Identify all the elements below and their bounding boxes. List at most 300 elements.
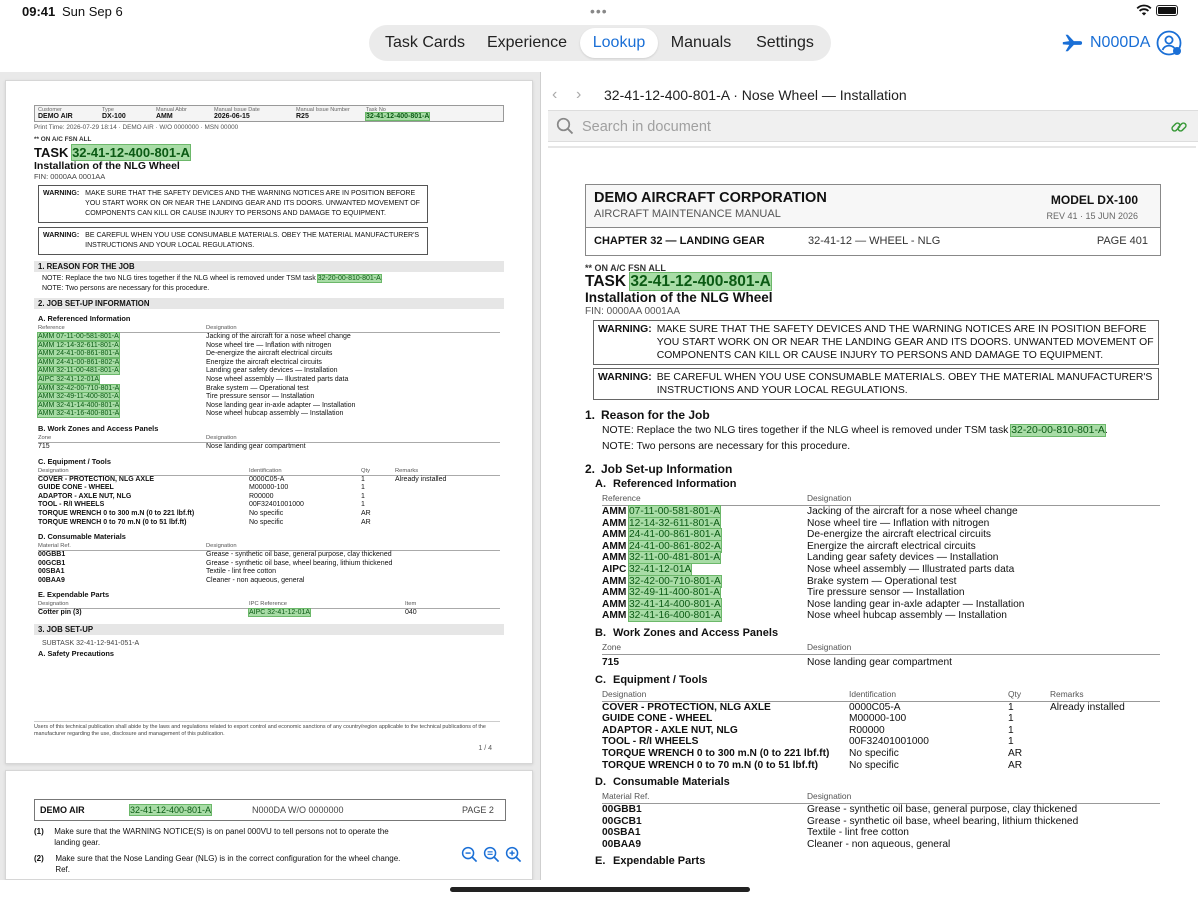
- table-row: [38, 410, 500, 419]
- subsection-heading: [595, 674, 1159, 686]
- subsection-title: Referenced Information: [613, 478, 737, 490]
- equipment-name: ADAPTOR - AXLE NUT, NLG: [602, 724, 738, 736]
- material-ref: 00GBB1: [38, 551, 66, 559]
- reference-prefix: AMM: [602, 598, 627, 610]
- subsection-title: Expendable Parts: [613, 855, 706, 868]
- table-row: [602, 587, 1160, 599]
- table-row: [602, 839, 1160, 851]
- tsm-task-link[interactable]: 32-20-00-810-801-A: [317, 275, 381, 282]
- on-ac-line: ** ON A/C FSN ALL: [585, 263, 666, 273]
- column-header: Designation: [206, 543, 237, 550]
- table-row: [38, 551, 500, 560]
- reference-link[interactable]: 07-11-00-581-801-A: [629, 506, 720, 517]
- equipment-qty: 1: [1008, 724, 1014, 736]
- designation-cell: Tire pressure sensor — Installation: [206, 393, 315, 401]
- table-row: [602, 816, 1160, 828]
- subsection-title: Consumable Materials: [613, 776, 730, 789]
- table-row: [602, 702, 1160, 714]
- note-text: NOTE: Replace the two NLG tires together if the NLG wheel is removed under TSM task: [42, 275, 318, 282]
- page-2-header: [34, 799, 506, 821]
- table-row: [602, 506, 1160, 518]
- work-zones-table: [602, 639, 1160, 669]
- wifi-icon: [1136, 3, 1152, 17]
- equipment-qty: 1: [1008, 736, 1014, 748]
- status-time: 09:41: [22, 4, 56, 19]
- step-text: Make sure that the WARNING NOTICE(S) is on panel 000VU to tell persons not to operate the landing gear.: [54, 827, 389, 847]
- tab-experience[interactable]: Experience: [486, 34, 568, 51]
- equipment-remarks: [395, 484, 500, 493]
- column-header: Material Ref.: [38, 543, 71, 550]
- chapter-label: CHAPTER 32 — LANDING GEAR: [594, 235, 765, 247]
- table-row: [602, 725, 1160, 737]
- warning-box: [38, 185, 428, 223]
- warning-text: BE CAREFUL WHEN YOU USE CONSUMABLE MATERIALS. OBEY THE MATERIAL MANUFACTURER'S INSTRUCTIONS AND YOUR LOCAL REGULATIONS.: [656, 372, 1153, 396]
- reference-prefix: AMM: [602, 517, 627, 529]
- column-header: Zone: [38, 434, 52, 441]
- table-row: [602, 748, 1160, 760]
- search-input[interactable]: [582, 115, 1142, 139]
- table-header: [38, 468, 500, 476]
- column-header: Identification: [849, 688, 897, 699]
- equipment-qty: AR: [1008, 759, 1023, 771]
- equipment-remarks: [1050, 748, 1160, 760]
- battery-icon: [1156, 5, 1178, 16]
- column-header: Designation: [206, 434, 237, 441]
- procedure-step: [34, 853, 406, 875]
- reference-link[interactable]: AMM 32-42-00-710-801-A: [38, 384, 120, 392]
- designation-cell: Cleaner - non aqueous, general: [807, 838, 951, 850]
- step-text: Make sure that the Nose Landing Gear (NLG) is in the correct configuration for the wheel change. Ref.: [55, 854, 401, 874]
- warning-text: MAKE SURE THAT THE SAFETY DEVICES AND THE WARNING NOTICES ARE IN POSITION BEFORE YOU START WORK ON OR NEAR THE LANDING GEAR AND ITS DOORS. UNWANTED MOVEMENT OF COMPONENTS CAN KILL OR CAUSE INJURY TO PERSONS AND DAMAGE TO EQUIPMENT.: [656, 324, 1154, 361]
- equipment-id: M00000-100: [249, 484, 289, 492]
- zoom-fit-icon[interactable]: [483, 846, 500, 863]
- subsection-heading: C. Equipment / Tools: [38, 456, 111, 466]
- designation-cell: Textile - lint free cotton: [206, 568, 277, 576]
- table-header: [602, 639, 1160, 655]
- table-row: [38, 476, 500, 485]
- warning-text: MAKE SURE THAT THE SAFETY DEVICES AND THE WARNING NOTICES ARE IN POSITION BEFORE YOU START WORK ON OR NEAR THE LANDING GEAR AND ITS DOORS. UNWANTED MOVEMENT OF COMPONENTS CAN KILL OR CAUSE INJURY TO PERSONS AND DAMAGE TO EQUIPMENT.: [85, 190, 420, 217]
- designation-cell: De-energize the aircraft electrical circuits: [807, 529, 992, 541]
- equipment-qty: AR: [361, 509, 371, 517]
- equipment-name: TOOL - R/I WHEELS: [602, 736, 699, 748]
- equipment-remarks: [1050, 760, 1160, 772]
- note-line: NOTE: Two persons are necessary for this procedure.: [42, 285, 210, 292]
- column-header: Designation: [38, 467, 69, 474]
- table-header: [38, 435, 500, 443]
- material-ref: 00BAA9: [38, 576, 65, 584]
- table-row: [602, 736, 1160, 748]
- subtask-line: SUBTASK 32-41-12-941-051-A: [42, 640, 140, 648]
- table-row: [602, 599, 1160, 611]
- fin-line: FIN: 0000AA 0001AA: [34, 172, 106, 181]
- designation-cell: Grease - synthetic oil base, wheel bearing, lithium thickened: [807, 815, 1079, 827]
- column-header: Material Ref.: [602, 791, 650, 802]
- equipment-id: R00000: [849, 724, 885, 736]
- designation-cell: Nose wheel hubcap assembly — Installation: [206, 410, 344, 418]
- task-card-header-table: [34, 105, 504, 122]
- tab-task-cards[interactable]: Task Cards: [384, 34, 466, 51]
- header-label: Manual Issue Number: [296, 107, 350, 113]
- reference-prefix: AMM: [602, 610, 627, 622]
- column-header: Designation: [807, 791, 852, 802]
- consumables-table: [602, 788, 1160, 850]
- subsection-heading: A. Safety Precautions: [38, 649, 114, 659]
- table-row: [602, 529, 1160, 541]
- amm-document-page: [548, 148, 1196, 880]
- reference-link[interactable]: AMM 32-41-16-400-801-A: [38, 410, 120, 418]
- table-row: [38, 609, 500, 618]
- equipment-table: [602, 686, 1160, 772]
- aircraft-tail-number: N000DA: [1090, 34, 1151, 51]
- reference-link[interactable]: AMM 32-11-00-481-801-A: [38, 367, 119, 375]
- table-row: [38, 350, 500, 359]
- header-customer: DEMO AIR: [38, 113, 73, 120]
- task-number-link[interactable]: 32-41-12-400-801-A: [630, 273, 771, 290]
- warning-box: [593, 368, 1159, 400]
- material-ref: 00GBB1: [602, 804, 642, 816]
- equipment-remarks: [395, 519, 500, 528]
- tab-settings[interactable]: Settings: [756, 34, 814, 51]
- table-row: [602, 564, 1160, 576]
- reference-link[interactable]: AMM 07-11-00-581-801-A: [38, 333, 119, 340]
- equipment-id: 00F32401001000: [249, 501, 304, 509]
- table-row: [602, 804, 1160, 816]
- reference-prefix: AMM: [602, 540, 627, 552]
- reference-link[interactable]: 32-42-00-710-801-A: [629, 575, 721, 587]
- reference-prefix: AMM: [602, 506, 627, 517]
- equipment-id: 0000C05-A: [249, 475, 285, 483]
- reference-link[interactable]: AMM 24-41-00-861-801-A: [38, 350, 120, 358]
- designation-cell: Brake system — Operational test: [807, 575, 957, 587]
- header-task-number-link[interactable]: 32-41-12-400-801-A: [366, 113, 430, 120]
- home-indicator[interactable]: [450, 887, 750, 892]
- equipment-remarks: [1050, 736, 1160, 748]
- subsection-heading: [595, 776, 1159, 788]
- reference-link[interactable]: AMM 12-14-32-611-801-A: [38, 341, 119, 349]
- section-heading: 1. REASON FOR THE JOB: [34, 261, 504, 272]
- designation-cell: Nose landing gear compartment: [807, 656, 952, 668]
- material-ref: 00SBA1: [38, 568, 65, 576]
- page-2-task-link[interactable]: 32-41-12-400-801-A: [130, 805, 212, 815]
- equipment-id: No specific: [249, 518, 284, 526]
- designation-cell: Grease - synthetic oil base, general purpose, clay thickened: [206, 551, 392, 559]
- reference-link[interactable]: AMM 24-41-00-861-802-A: [38, 358, 120, 366]
- document-search-bar: [548, 110, 1198, 142]
- aircraft-model: MODEL DX-100: [1050, 193, 1138, 207]
- equipment-id: 0000C05-A: [849, 701, 901, 713]
- table-row: [38, 501, 500, 510]
- equipment-qty: 1: [361, 484, 365, 492]
- designation-cell: Grease - synthetic oil base, general purpose, clay thickened: [807, 804, 1078, 816]
- column-header: Qty: [361, 467, 371, 474]
- section-title: Job Set-up Information: [601, 462, 733, 476]
- subsection-letter: C.: [595, 673, 606, 686]
- designation-cell: Nose wheel tire — Inflation with nitrogen: [206, 341, 332, 349]
- table-row: [602, 518, 1160, 530]
- item-number: 040: [405, 609, 417, 617]
- equipment-qty: 1: [361, 501, 365, 509]
- table-row: [602, 760, 1160, 772]
- equipment-id: No specific: [849, 747, 899, 759]
- pane-divider[interactable]: [540, 72, 541, 880]
- designation-cell: De-energize the aircraft electrical circuits: [206, 350, 333, 358]
- status-bar: [0, 0, 1200, 22]
- column-header: Designation: [602, 688, 647, 699]
- amm-page-header: [585, 184, 1161, 256]
- revision-label: REV 41 · 15 JUN 2026: [1046, 211, 1138, 221]
- print-line: Print Time: 2026-07-29 18:14 · DEMO AIR · W/O 0000000 · MSN 00000: [34, 124, 239, 131]
- table-row: [38, 443, 500, 452]
- on-ac-line: ** ON A/C FSN ALL: [34, 136, 92, 143]
- table-row: [38, 376, 500, 385]
- warning-label: WARNING:: [598, 324, 652, 335]
- referenced-info-table: [602, 490, 1160, 622]
- table-row: [38, 342, 500, 351]
- designation-cell: Nose landing gear in-axle adapter — Installation: [206, 401, 356, 409]
- warning-box: [593, 320, 1159, 365]
- table-row: [38, 367, 500, 376]
- column-header: IPC Reference: [249, 601, 288, 608]
- header-label: Manual Abbr: [156, 107, 187, 113]
- table-header: [602, 490, 1160, 506]
- table-row: [602, 610, 1160, 622]
- designation-cell: Jacking of the aircraft for a nose wheel change: [206, 333, 351, 340]
- subsection-title: Work Zones and Access Panels: [613, 626, 779, 639]
- tab-lookup[interactable]: Lookup: [580, 28, 658, 58]
- designation-cell: Textile - lint free cotton: [807, 827, 909, 839]
- multitask-dots-icon[interactable]: •••: [590, 3, 608, 19]
- warning-label: WARNING:: [43, 190, 80, 197]
- table-row: [38, 577, 500, 586]
- column-header: Designation: [38, 601, 69, 608]
- column-header: Remarks: [1050, 688, 1084, 699]
- table-row: [602, 713, 1160, 725]
- subsection-heading: E. Expendable Parts: [38, 590, 110, 600]
- task-card-preview-pane[interactable]: [0, 72, 540, 880]
- zone-cell: 715: [602, 656, 619, 668]
- link-icon[interactable]: [1170, 118, 1188, 136]
- column-header: Reference: [602, 493, 641, 503]
- chevron-right-icon[interactable]: ›: [576, 86, 582, 103]
- reference-link[interactable]: 24-41-00-861-802-A: [629, 540, 721, 552]
- equipment-qty: 1: [361, 475, 365, 483]
- designation-cell: Nose landing gear compartment: [206, 442, 306, 450]
- section-number: 2.: [585, 462, 596, 476]
- equipment-remarks: [395, 493, 500, 502]
- manual-name: AIRCRAFT MAINTENANCE MANUAL: [594, 208, 781, 220]
- header-issue-number: R25: [296, 113, 309, 120]
- section-heading: [585, 462, 1159, 476]
- section-heading: 2. JOB SET-UP INFORMATION: [34, 298, 504, 309]
- material-ref: 00BAA9: [602, 838, 642, 850]
- table-row: [38, 385, 500, 394]
- table-row: [38, 484, 500, 493]
- status-date: Sun Sep 6: [62, 4, 123, 19]
- expendable-table: [38, 601, 500, 618]
- designation-cell: Jacking of the aircraft for a nose wheel change: [807, 506, 1018, 517]
- reference-link[interactable]: AMM 32-49-11-400-801-A: [38, 393, 119, 401]
- equipment-qty: 1: [1008, 701, 1014, 713]
- document-nav-bar: [552, 84, 907, 106]
- zoom-controls: [458, 842, 524, 866]
- task-prefix: TASK: [34, 145, 69, 160]
- table-row: [602, 541, 1160, 553]
- header-label: Type: [102, 107, 114, 113]
- note-text: NOTE: Replace the two NLG tires together if the NLG wheel is removed under TSM task: [602, 425, 1012, 436]
- equipment-name: TORQUE WRENCH 0 to 300 m.N (0 to 221 lbf.ft): [38, 509, 195, 517]
- aircraft-selector[interactable]: [1060, 30, 1150, 56]
- corporation-name: DEMO AIRCRAFT CORPORATION: [594, 190, 827, 206]
- header-label: Task No: [366, 107, 386, 113]
- equipment-id: No specific: [249, 509, 284, 517]
- document-viewer-pane[interactable]: [548, 146, 1196, 880]
- task-number-heading: [585, 273, 1159, 290]
- table-row: [602, 552, 1160, 564]
- page-number: 1 / 4: [478, 745, 492, 752]
- warning-label: WARNING:: [598, 372, 652, 383]
- table-header: [602, 686, 1160, 702]
- ipc-reference-link[interactable]: AIPC 32-41-12-01A: [249, 609, 311, 617]
- reference-link[interactable]: 32-41-12-01A: [629, 563, 692, 575]
- document-title: 32-41-12-400-801-A · Nose Wheel — Installation: [604, 87, 907, 103]
- fin-line: FIN: 0000AA 0001AA: [585, 306, 681, 317]
- task-number-link[interactable]: 32-41-12-400-801-A: [72, 145, 190, 160]
- referenced-info-table: [38, 325, 500, 419]
- reference-link[interactable]: AIPC 32-41-12-01A: [38, 375, 100, 383]
- designation-cell: Landing gear safety devices — Installation: [807, 552, 999, 564]
- header-label: Customer: [38, 107, 62, 113]
- tab-manuals[interactable]: Manuals: [670, 34, 732, 51]
- table-row: [38, 333, 500, 342]
- table-row: [38, 510, 500, 519]
- designation-cell: Nose wheel assembly — Illustrated parts data: [206, 375, 349, 383]
- equipment-remarks: [1050, 713, 1160, 725]
- section-number: 1.: [585, 408, 596, 422]
- equipment-remarks: [395, 501, 500, 510]
- work-zones-table: [38, 435, 500, 452]
- warning-label: WARNING:: [43, 232, 80, 239]
- equipment-name: TORQUE WRENCH 0 to 70 m.N (0 to 51 lbf.ft): [38, 518, 187, 526]
- reference-link[interactable]: 32-49-11-400-801-A: [629, 587, 720, 599]
- section-heading: 3. JOB SET-UP: [34, 624, 504, 635]
- reference-link[interactable]: 24-41-00-861-801-A: [629, 529, 721, 541]
- equipment-name: ADAPTOR - AXLE NUT, NLG: [38, 492, 132, 500]
- equipment-remarks: Already installed: [1050, 701, 1125, 713]
- equipment-name: TORQUE WRENCH 0 to 300 m.N (0 to 221 lbf.ft): [602, 747, 830, 759]
- subsection-heading: [595, 478, 1159, 490]
- material-ref: 00SBA1: [602, 827, 641, 839]
- designation-cell: Tire pressure sensor — Installation: [807, 587, 965, 599]
- table-row: [38, 568, 500, 577]
- legal-notice: Users of this technical publication shall abide by the laws and regulations related to export control and economic sanctions of any country/region applicable to the technical publications of the manufacturer regarding the use, disclosure and management of this publication.: [34, 721, 500, 738]
- table-row: [38, 493, 500, 502]
- tsm-task-link[interactable]: 32-20-00-810-801-A: [1011, 425, 1105, 436]
- page-2-page-label: PAGE 2: [462, 805, 494, 815]
- page-label: PAGE 401: [1096, 235, 1148, 247]
- column-header: Zone: [602, 641, 622, 652]
- task-title: Installation of the NLG Wheel: [34, 160, 180, 172]
- task-title: Installation of the NLG Wheel: [585, 290, 773, 305]
- equipment-qty: 1: [361, 492, 365, 500]
- subsection-letter: D.: [595, 776, 606, 789]
- section-label: 32-41-12 — WHEEL - NLG: [808, 235, 941, 247]
- designation-cell: Nose wheel hubcap assembly — Installation: [807, 610, 1007, 622]
- table-header: [602, 788, 1160, 804]
- reference-link[interactable]: 32-41-14-400-801-A: [629, 598, 721, 610]
- equipment-id: No specific: [849, 759, 899, 771]
- warning-box: [38, 227, 428, 255]
- user-switch-icon[interactable]: [1156, 30, 1182, 56]
- equipment-remarks: [1050, 725, 1160, 737]
- reference-prefix: AIPC: [602, 563, 627, 575]
- equipment-qty: AR: [361, 518, 371, 526]
- task-prefix: TASK: [585, 273, 627, 290]
- header-label: Manual Issue Date: [214, 107, 260, 113]
- zone-cell: 715: [38, 442, 50, 450]
- header-manual-abbr: AMM: [156, 113, 173, 120]
- table-row: [38, 519, 500, 528]
- subsection-heading: D. Consumable Materials: [38, 532, 126, 542]
- task-number-heading: [34, 145, 504, 160]
- subsection-letter: B.: [595, 626, 606, 639]
- equipment-id: R00000: [249, 492, 274, 500]
- subsection-letter: A.: [595, 478, 606, 490]
- reference-prefix: AMM: [602, 552, 627, 564]
- designation-cell: Grease - synthetic oil base, wheel bearing, lithium thickened: [206, 559, 393, 567]
- note-line: [602, 423, 1159, 438]
- column-header: Qty: [1008, 688, 1022, 699]
- reference-link[interactable]: 12-14-32-611-801-A: [629, 517, 720, 529]
- zoom-in-icon[interactable]: [505, 846, 522, 863]
- designation-cell: Brake system — Operational test: [206, 384, 309, 392]
- zoom-out-icon[interactable]: [461, 846, 478, 863]
- page-2-customer: DEMO AIR: [40, 805, 85, 815]
- equipment-name: TOOL - R/I WHEELS: [38, 501, 105, 509]
- step-number: (2): [34, 854, 44, 863]
- designation-cell: Nose landing gear in-axle adapter — Installation: [807, 598, 1025, 610]
- subsection-letter: E.: [595, 855, 606, 868]
- column-header: Designation: [807, 641, 852, 652]
- table-row: [602, 657, 1160, 669]
- reference-link[interactable]: 32-41-16-400-801-A: [629, 610, 721, 622]
- equipment-name: GUIDE CONE - WHEEL: [38, 484, 114, 492]
- column-header: Reference: [38, 325, 65, 331]
- equipment-name: COVER - PROTECTION, NLG AXLE: [602, 701, 771, 713]
- designation-cell: Nose wheel tire — Inflation with nitrogen: [807, 517, 990, 529]
- airplane-icon: [1060, 32, 1084, 54]
- reference-link[interactable]: 32-11-00-481-801-A: [629, 552, 720, 564]
- column-header: Identification: [249, 467, 282, 474]
- chevron-left-icon[interactable]: ‹: [552, 86, 558, 103]
- material-ref: 00GCB1: [602, 815, 642, 827]
- equipment-qty: AR: [1008, 747, 1023, 759]
- column-header: Remarks: [395, 467, 419, 474]
- material-ref: 00GCB1: [38, 559, 66, 567]
- equipment-id: 00F32401001000: [849, 736, 929, 748]
- subsection-heading: [595, 855, 1159, 867]
- column-header: Designation: [206, 325, 237, 331]
- step-number: (1): [34, 827, 44, 836]
- search-icon: [556, 117, 574, 135]
- reference-prefix: AMM: [602, 575, 627, 587]
- reference-link[interactable]: AMM 32-41-14-400-801-A: [38, 401, 120, 409]
- table-row: [38, 393, 500, 402]
- procedure-step: [34, 826, 406, 848]
- table-row: [602, 827, 1160, 839]
- header-type: DX-100: [102, 113, 126, 120]
- note-line: [42, 275, 504, 282]
- designation-cell: Energize the aircraft electrical circuits: [206, 358, 322, 366]
